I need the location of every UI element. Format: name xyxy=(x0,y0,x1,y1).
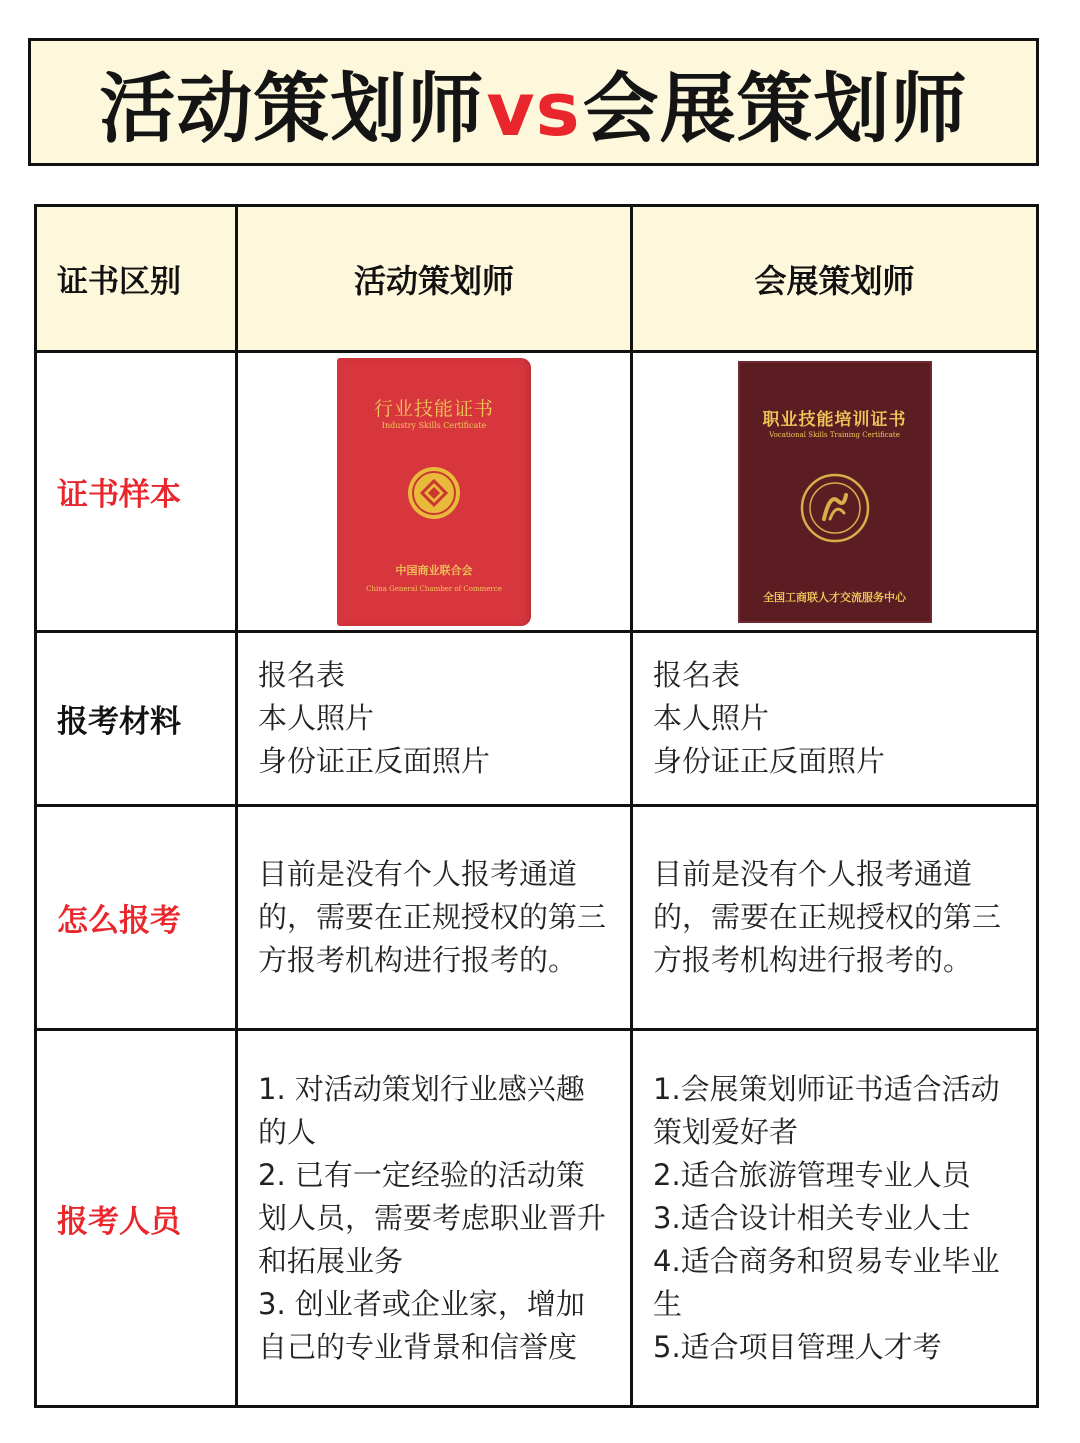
row-label-who: 报考人员 xyxy=(36,1030,237,1407)
list-item: 本人照片 xyxy=(653,701,770,735)
row-label-sample: 证书样本 xyxy=(36,352,237,632)
table-row-who xyxy=(36,1030,1038,1407)
cert2-title-en: Vocational Skills Training Certificate xyxy=(769,430,900,439)
list-item: 报名表 xyxy=(653,658,741,692)
list-item: 3.适合设计相关专业人士 xyxy=(653,1200,971,1235)
table-header-row xyxy=(36,206,1038,352)
cert1-org-en: China General Chamber of Commerce xyxy=(366,584,502,593)
cert2-title-cn: 职业技能培训证书 xyxy=(762,409,907,430)
list-item: 5.适合项目管理人才考 xyxy=(653,1329,942,1364)
list-item: 2.适合旅游管理专业人员 xyxy=(653,1157,971,1192)
table-row-materials xyxy=(36,632,1038,806)
cert-cell-exhibition xyxy=(632,352,1038,632)
row-label-how: 怎么报考 xyxy=(36,806,237,1030)
title-vs: vs xyxy=(486,66,581,153)
how-event: 目前是没有个人报考通道的，需要在正规授权的第三方报考机构进行报考的。 xyxy=(237,806,632,1030)
list-item: 1.会展策划师证书适合活动策划爱好者 xyxy=(653,1071,1000,1149)
who-event xyxy=(237,1030,632,1407)
cert2-org-cn: 全国工商联人才交流服务中心 xyxy=(763,590,906,604)
list-item: 报名表 xyxy=(258,658,346,692)
header-col-event-planner: 活动策划师 xyxy=(237,206,632,352)
title-banner xyxy=(28,38,1039,166)
cert-cell-event xyxy=(237,352,632,632)
row-label-materials: 报考材料 xyxy=(36,632,237,806)
list-item: 3. 创业者或企业家，增加自己的专业背景和信誉度 xyxy=(258,1286,585,1364)
who-exhibition xyxy=(632,1030,1038,1407)
list-item: 本人照片 xyxy=(258,701,375,735)
certificate-cover-maroon xyxy=(738,361,932,623)
cert1-org-cn: 中国商业联合会 xyxy=(395,563,473,577)
gold-seal-icon xyxy=(800,473,870,543)
list-item: 2. 已有一定经验的活动策划人员，需要考虑职业晋升和拓展业务 xyxy=(258,1157,607,1278)
table-row-sample xyxy=(36,352,1038,632)
certificate-cover-red xyxy=(337,358,531,626)
header-col-exhibition-planner: 会展策划师 xyxy=(632,206,1038,352)
list-item: 1. 对活动策划行业感兴趣的人 xyxy=(258,1071,585,1149)
cert1-title-en: Industry Skills Certificate xyxy=(381,420,487,430)
table-row-how xyxy=(36,806,1038,1030)
header-label: 证书区别 xyxy=(36,206,237,352)
title-left: 活动策划师 xyxy=(99,63,485,153)
comparison-table xyxy=(34,204,1039,1408)
cert1-title-cn: 行业技能证书 xyxy=(373,397,494,420)
page-title xyxy=(99,48,967,157)
materials-event xyxy=(237,632,632,806)
title-right: 会展策划师 xyxy=(582,63,968,153)
list-item: 4.适合商务和贸易专业毕业生 xyxy=(653,1243,1000,1321)
how-exhibition: 目前是没有个人报考通道的，需要在正规授权的第三方报考机构进行报考的。 xyxy=(632,806,1038,1030)
list-item: 身份证正反面照片 xyxy=(258,744,491,778)
list-item: 身份证正反面照片 xyxy=(653,744,886,778)
gold-emblem-icon xyxy=(406,465,462,521)
materials-exhibition xyxy=(632,632,1038,806)
